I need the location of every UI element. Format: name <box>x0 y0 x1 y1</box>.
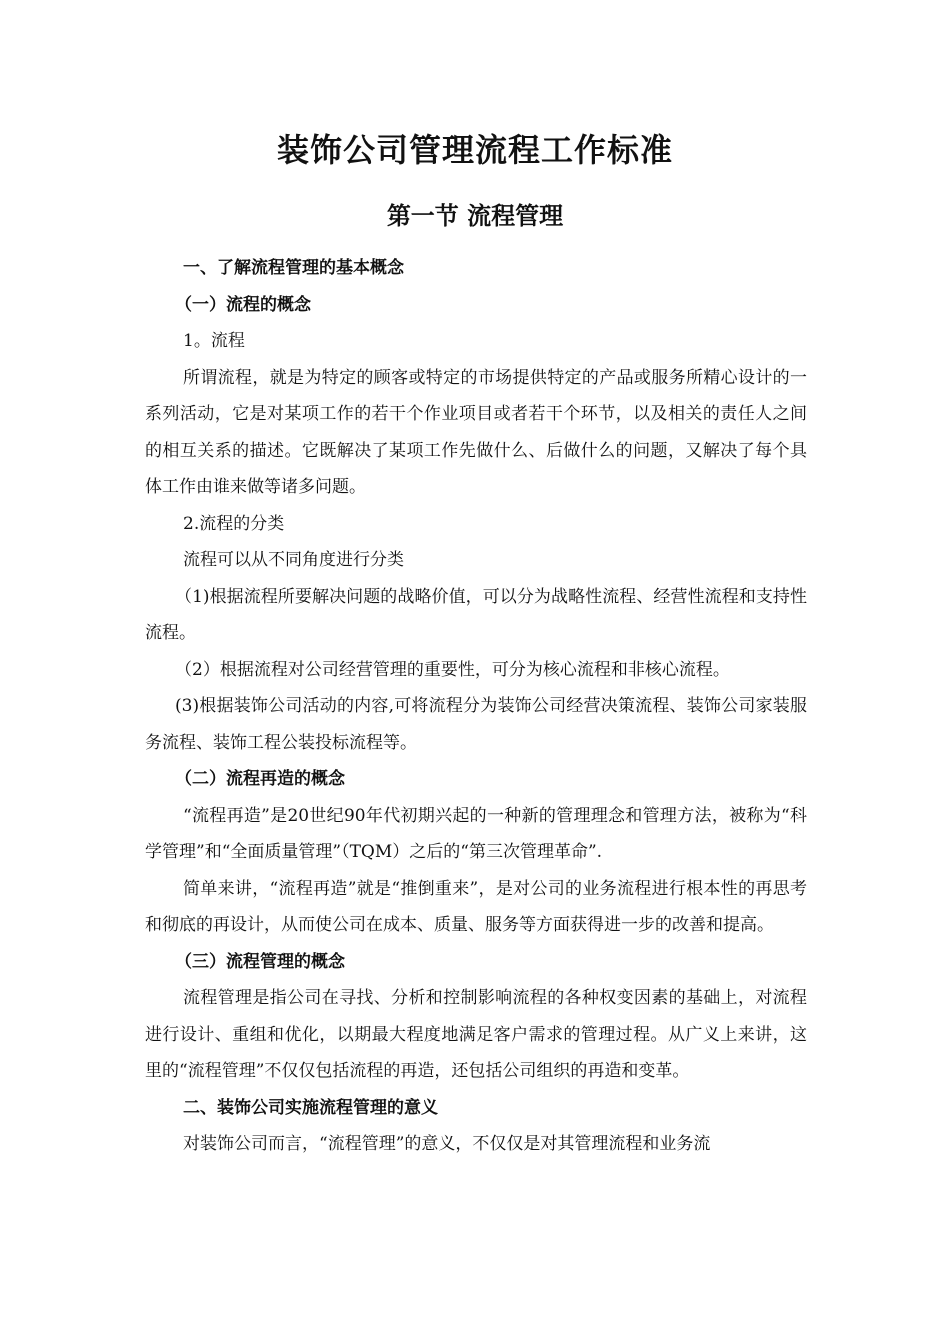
paragraph-management-definition: 流程管理是指公司在寻找、分析和控制影响流程的各种权变因素的基础上，对流程进行设计、重组和优化，以期最大程度地满足客户需求的管理过程。从广义上来讲，这里的“流程管理”不仅仅包括流程的再造，还包括公司组织的再造和变革。 <box>145 988 807 1081</box>
paragraph-significance: 对装饰公司而言，“流程管理”的意义，不仅仅是对其管理流程和业务流 <box>183 1134 711 1154</box>
paragraph-process-label: 1。流程 <box>183 331 245 351</box>
paragraph-process-definition: 所谓流程，就是为特定的顾客或特定的市场提供特定的产品或服务所精心设计的一系列活动，它是对某项工作的若干个作业项目或者若干个环节，以及相关的责任人之间的相互关系的描述。它既解决了某项工作先做什么、后做什么的问题，又解决了每个具体工作由谁来做等诸多问题。 <box>145 367 807 497</box>
section-title: 第一节 流程管理 <box>386 201 564 230</box>
paragraph-classification-intro: 流程可以从不同角度进行分类 <box>183 550 404 570</box>
paragraph-reengineering-simple: 简单来讲，“流程再造”就是“推倒重来”，是对公司的业务流程进行根本性的再思考和彻底的再设计，从而使公司在成本、质量、服务等方面获得进一步的改善和提高。 <box>145 878 807 935</box>
paragraph-classification-3: (3)根据装饰公司活动的内容,可将流程分为装饰公司经营决策流程、装饰公司家装服务流程、装饰工程公装投标流程等。 <box>145 696 807 753</box>
paragraph-reengineering-definition: “流程再造”是20世纪90年代初期兴起的一种新的管理理念和管理方法，被称为“科学管理”和“全面质量管理”（TQM）之后的“第三次管理革命”. <box>145 805 807 862</box>
subheading-reengineering-concept: （二）流程再造的概念 <box>175 769 345 789</box>
heading-significance: 二、装饰公司实施流程管理的意义 <box>183 1097 438 1118</box>
document-title: 装饰公司管理流程工作标准 <box>276 131 673 169</box>
subheading-management-concept: （三）流程管理的概念 <box>175 951 345 972</box>
paragraph-classification-label: 2.流程的分类 <box>183 513 285 534</box>
paragraph-classification-1: （1)根据流程所要解决问题的战略价值，可以分为战略性流程、经营性流程和支持性流程。 <box>145 586 807 643</box>
document-body <box>145 250 807 1163</box>
subheading-process-concept: （一）流程的概念 <box>175 294 311 315</box>
paragraph-classification-2: （2）根据流程对公司经营管理的重要性，可分为核心流程和非核心流程。 <box>175 659 730 680</box>
heading-basic-concepts: 一、了解流程管理的基本概念 <box>183 258 404 278</box>
